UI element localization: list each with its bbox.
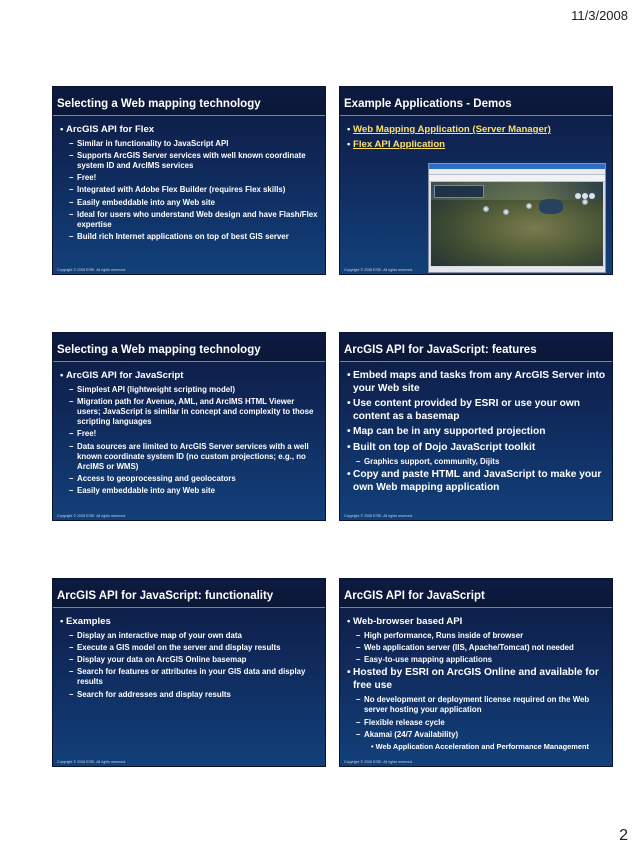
list-item: – Display an interactive map of your own data [69, 630, 242, 640]
bullet: • Web-browser based API [347, 616, 463, 627]
list-item: – Simplest API (lightweight scripting model) [69, 384, 235, 394]
bullet: • Use content provided by ESRI or use your own content as a basemap [347, 398, 580, 422]
list-item: – Display your data on ArcGIS Online basemap [69, 654, 247, 664]
map-pin-icon [503, 209, 509, 215]
copyright: Copyright © 2008 ESRI. All rights reserved. [344, 268, 413, 272]
bullet: • Copy and paste HTML and JavaScript to make your own Web mapping application [347, 469, 602, 493]
list-subitem: • Web Application Acceleration and Performance Management [371, 741, 589, 751]
list-item: – Free! [69, 429, 97, 439]
copyright: Copyright © 2008 ESRI. All rights reserved. [57, 760, 126, 764]
page-number: 2 [619, 827, 628, 844]
list-item: – Migration path for Avenue, AML, and ArcIMS HTML Viewer users; JavaScript is similar in concept and complexity to those scripting languages [69, 396, 314, 427]
list-item: – Easy-to-use mapping applications [356, 654, 493, 664]
slide-title: ArcGIS API for JavaScript [340, 585, 612, 608]
list-item: – Flexible release cycle [356, 717, 445, 727]
slide-3 [53, 333, 325, 520]
map-panel [434, 185, 484, 198]
list-item: – Easily embeddable into any Web site [69, 486, 215, 496]
list-item: – Graphics support, community, Dijits [356, 457, 500, 466]
slide-6 [340, 579, 612, 766]
slide-title: Example Applications - Demos [340, 93, 612, 116]
list-item: – Akamai (24/7 Availability) [356, 729, 459, 739]
list-item: – Data sources are limited to ArcGIS Server services with a well known coordinate system ID (no custom projections; e.g., no ArcIMS or WMS) [69, 441, 309, 471]
slide-title: ArcGIS API for JavaScript: functionality [53, 585, 325, 608]
satellite-map [431, 182, 603, 266]
slide-1 [53, 87, 325, 274]
list-item: – Ideal for users who understand Web design and have Flash/Flex expertise [69, 209, 318, 229]
list-item: – Web application server (IIS, Apache/Tomcat) not needed [356, 642, 574, 652]
slide-5 [53, 579, 325, 766]
demo-link-flex-api[interactable]: • Flex API Application [347, 138, 446, 150]
list-item: – High performance, Runs inside of browser [356, 630, 524, 640]
list-item: – Integrated with Adobe Flex Builder (requires Flex skills) [69, 185, 286, 195]
slide-title: Selecting a Web mapping technology [53, 339, 325, 362]
list-item: – Easily embeddable into any Web site [69, 197, 215, 207]
list-item: – Supports ArcGIS Server services with well known coordinate system ID and ArcIMS services [69, 150, 306, 170]
bullet: • Examples [60, 616, 111, 627]
copyright: Copyright © 2008 ESRI. All rights reserved. [57, 268, 126, 272]
slide-4 [340, 333, 612, 520]
copyright: Copyright © 2008 ESRI. All rights reserved. [344, 760, 413, 764]
map-pin-icon [582, 199, 588, 205]
list-item: – Similar in functionality to JavaScript API [69, 138, 229, 148]
list-item: – No development or deployment license required on the Web server hosting your application [356, 695, 590, 715]
copyright: Copyright © 2008 ESRI. All rights reserved. [57, 514, 126, 518]
bullet: • Embed maps and tasks from any ArcGIS Server into your Web site [347, 370, 606, 394]
page-date: 11/3/2008 [571, 8, 628, 23]
bullet: • Hosted by ESRI on ArcGIS Online and available for free use [347, 667, 599, 691]
slide-title: Selecting a Web mapping technology [53, 93, 325, 116]
list-item: – Access to geoprocessing and geolocators [69, 474, 236, 484]
copyright: Copyright © 2008 ESRI. All rights reserved. [344, 514, 413, 518]
bullet: • ArcGIS API for JavaScript [60, 370, 184, 381]
map-nav-icons [575, 186, 597, 194]
list-item: – Search for addresses and display results [69, 689, 231, 699]
map-pin-icon [483, 206, 489, 212]
slide-title: ArcGIS API for JavaScript: features [340, 339, 612, 362]
list-item: – Execute a GIS model on the server and display results [69, 642, 281, 652]
slide-2 [340, 87, 612, 274]
map-pin-icon [526, 203, 532, 209]
demo-link-web-mapping[interactable]: • Web Mapping Application (Server Manager) [347, 124, 551, 135]
bullet: • Map can be in any supported projection [347, 426, 546, 437]
app-screenshot [428, 163, 606, 273]
bullet: • Built on top of Dojo JavaScript toolkit [347, 441, 536, 453]
list-item: – Free! [69, 173, 97, 183]
bullet: • ArcGIS API for Flex [60, 124, 155, 135]
list-item: – Build rich Internet applications on top of best GIS server [69, 232, 289, 242]
list-item: – Search for features or attributes in your GIS data and display results [69, 667, 306, 687]
